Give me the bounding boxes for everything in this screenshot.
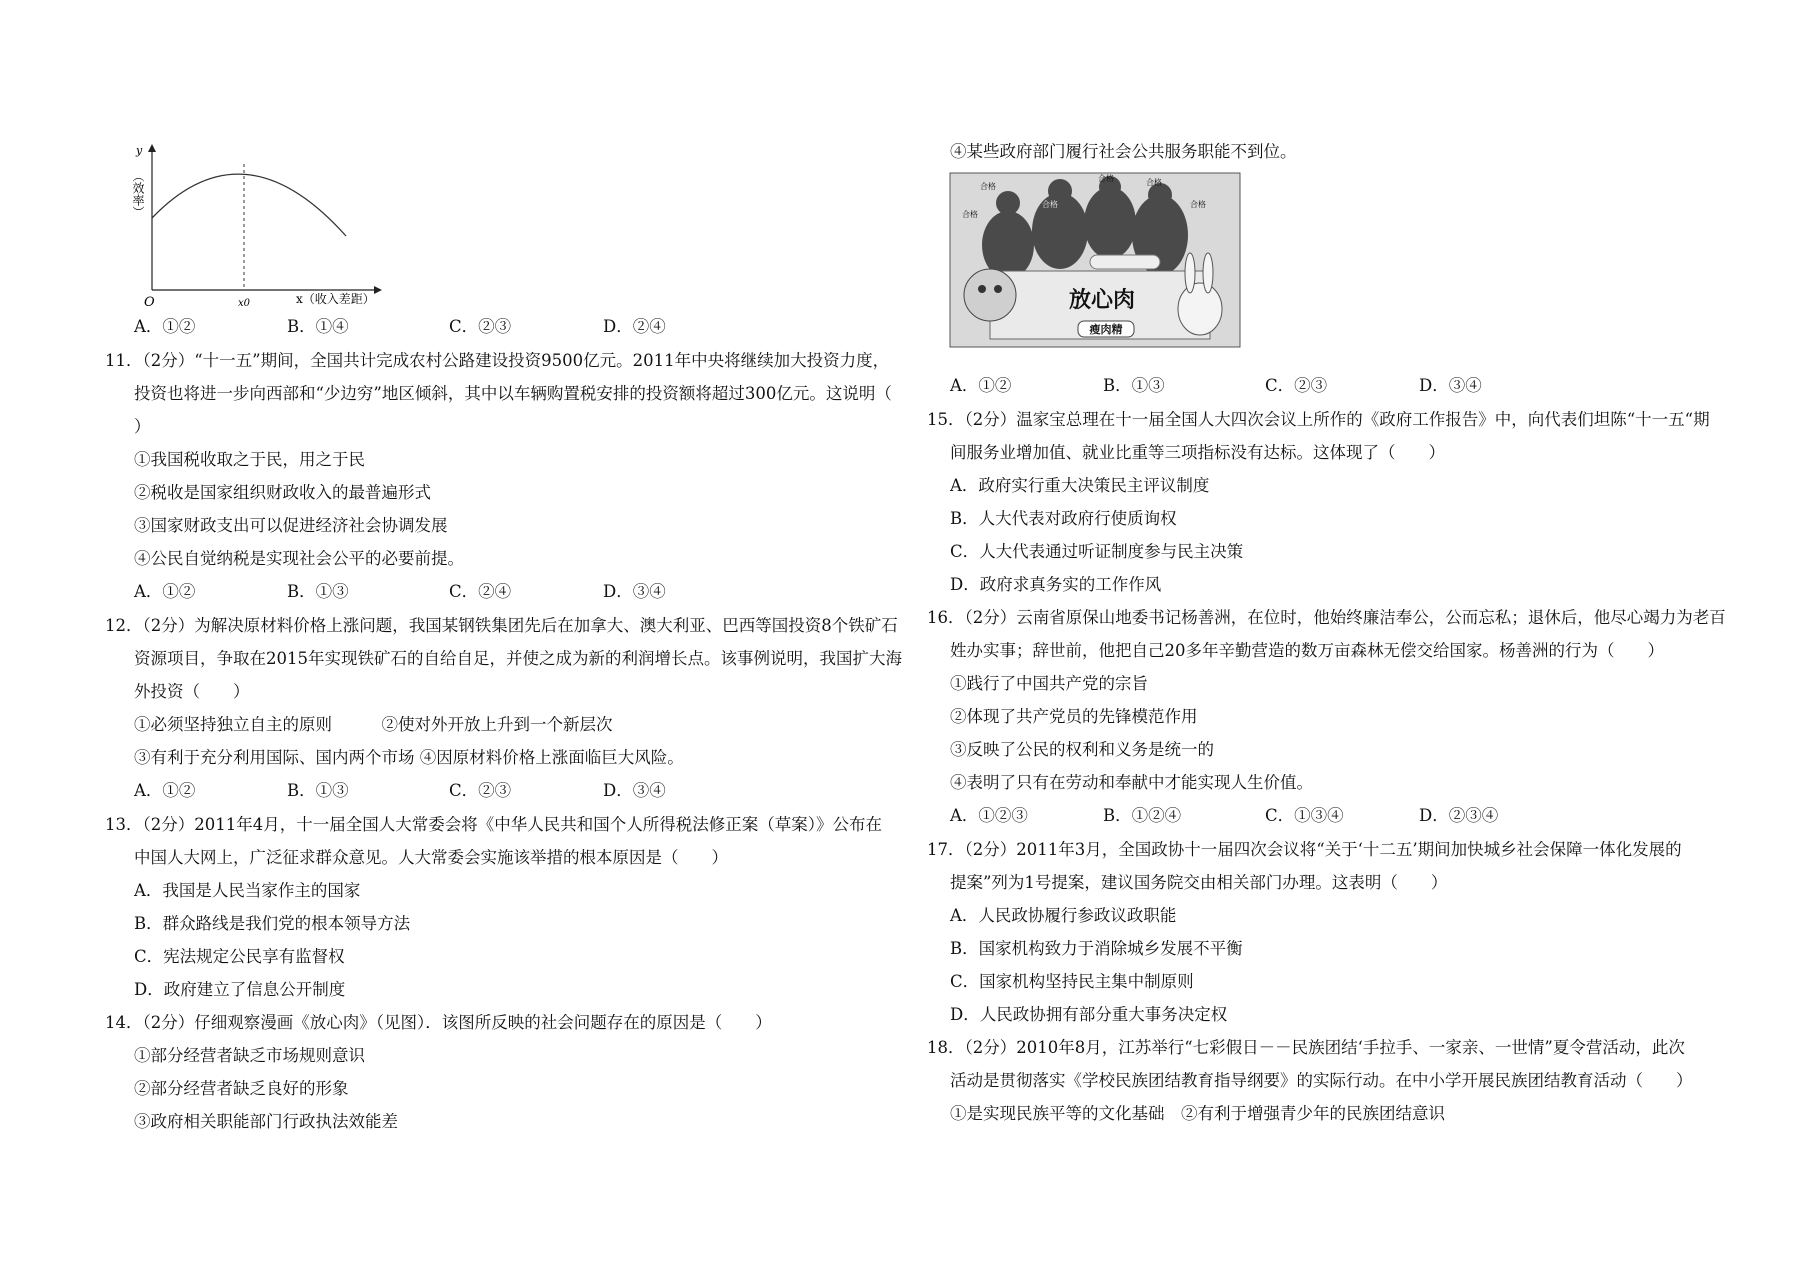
- q12-option-b[interactable]: B．①③: [287, 781, 349, 800]
- q12-item-1: ①必须坚持独立自主的原则 ②使对外开放上升到一个新层次: [134, 715, 613, 734]
- q15-choice-d[interactable]: D．政府求真务实的工作作风: [950, 575, 1162, 594]
- q15-choice-a[interactable]: A．政府实行重大决策民主评议制度: [950, 476, 1210, 495]
- cartoon-image: [950, 173, 1240, 347]
- q15-stem-line-2: 间服务业增加值、就业比重等三项指标没有达标。这体现了（ ）: [950, 443, 1445, 462]
- cartoon-tag-1: 合格: [980, 182, 996, 191]
- cartoon-tag-3: 合格: [1098, 174, 1114, 183]
- cartoon-sign: 瘦肉精: [1089, 323, 1123, 336]
- q16-stem-line-2: 姓办实事；辞世前，他把自己20多年辛勤营造的数万亩森林无偿交给国家。杨善洲的行为（ ）: [950, 641, 1664, 660]
- q11-item-4: ④公民自觉纳税是实现社会公平的必要前提。: [134, 549, 464, 568]
- q11-item-2: ②税收是国家组织财政收入的最普遍形式: [134, 483, 431, 502]
- q12-stem-line-2: 资源项目，争取在2015年实现铁矿石的自给自足，并使之成为新的利润增长点。该事例说明，我国扩大海: [134, 649, 902, 668]
- q16-option-d[interactable]: D．②③④: [1419, 806, 1499, 825]
- q11-option-c[interactable]: C．②④: [449, 582, 512, 601]
- q14-item-2: ②部分经营者缺乏良好的形象: [134, 1079, 349, 1098]
- q12-option-d[interactable]: D．③④: [603, 781, 666, 800]
- q16-option-b[interactable]: B．①②④: [1103, 806, 1182, 825]
- q16-item-1: ①践行了中国共产党的宗旨: [950, 674, 1148, 693]
- q13-choice-a[interactable]: A．我国是人民当家作主的国家: [134, 881, 361, 900]
- q17-stem-line-2: 提案”列为1号提案，建议国务院交由相关部门办理。这表明（ ）: [950, 873, 1448, 892]
- q17-choice-d[interactable]: D．人民政协拥有部分重大事务决定权: [950, 1005, 1228, 1024]
- q12-option-a[interactable]: A．①②: [134, 781, 196, 800]
- q10-option-d[interactable]: D．②④: [603, 317, 666, 336]
- cartoon-tag-5: 合格: [1190, 200, 1206, 209]
- q12-stem-line-1: 12．（2分）为解决原材料价格上涨问题，我国某钢铁集团先后在加拿大、澳大利亚、巴西等国投资8个铁矿石: [105, 616, 898, 635]
- q17-choice-b[interactable]: B．国家机构致力于消除城乡发展不平衡: [950, 939, 1243, 958]
- q16-item-4: ④表明了只有在劳动和奉献中才能实现人生价值。: [950, 773, 1313, 792]
- q13-choice-b[interactable]: B．群众路线是我们党的根本领导方法: [134, 914, 411, 933]
- graph-origin: O: [144, 295, 155, 310]
- q10-option-b[interactable]: B．①④: [287, 317, 349, 336]
- cartoon-tag-4: 合格: [1146, 178, 1162, 187]
- q12-item-2: ③有利于充分利用国际、国内两个市场 ④因原材料价格上涨面临巨大风险。: [134, 748, 684, 767]
- graph-x0: x0: [238, 298, 251, 309]
- graph-y-axis-name: [131, 170, 145, 218]
- q14-option-d[interactable]: D．③④: [1419, 376, 1482, 395]
- q18-stem-line-2: 活动是贯彻落实《学校民族团结教育指导纲要》的实际行动。在中小学开展民族团结教育活动（ ）: [950, 1071, 1693, 1090]
- q11-stem-line-3: ）: [134, 417, 151, 436]
- q14-option-c[interactable]: C．②③: [1265, 376, 1328, 395]
- q12-stem-line-3: 外投资（ ）: [134, 682, 250, 701]
- efficiency-income-graph: [131, 140, 394, 310]
- q15-choice-b[interactable]: B．人大代表对政府行使质询权: [950, 509, 1177, 528]
- q10-option-a[interactable]: A．①②: [134, 317, 196, 336]
- q16-item-3: ③反映了公民的权利和义务是统一的: [950, 740, 1214, 759]
- q16-item-2: ②体现了共产党员的先锋模范作用: [950, 707, 1198, 726]
- q11-option-a[interactable]: A．①②: [134, 582, 196, 601]
- cartoon-title: 放心肉: [1068, 287, 1136, 313]
- q18-item-1: ①是实现民族平等的文化基础 ②有利于增强青少年的民族团结意识: [950, 1104, 1445, 1123]
- graph-y-label: y: [136, 144, 143, 157]
- q13-choice-c[interactable]: C．宪法规定公民享有监督权: [134, 947, 345, 966]
- q10-option-c[interactable]: C．②③: [449, 317, 512, 336]
- q14-stem-line-1: 14．（2分）仔细观察漫画《放心肉》（见图）．该图所反映的社会问题存在的原因是（ ）: [105, 1013, 772, 1032]
- q14-option-a[interactable]: A．①②: [950, 376, 1012, 395]
- q14-item-3: ③政府相关职能部门行政执法效能差: [134, 1112, 398, 1131]
- q14-option-b[interactable]: B．①③: [1103, 376, 1165, 395]
- q15-choice-c[interactable]: C．人大代表通过听证制度参与民主决策: [950, 542, 1244, 561]
- q15-stem-line-1: 15．（2分）温家宝总理在十一届全国人大四次会议上所作的《政府工作报告》中，向代表们坦陈“十一五“期: [927, 410, 1710, 429]
- q11-option-b[interactable]: B．①③: [287, 582, 349, 601]
- q17-choice-a[interactable]: A．人民政协履行参政议政职能: [950, 906, 1177, 925]
- cartoon-tag-2: 合格: [962, 210, 978, 219]
- q18-stem-line-1: 18．（2分）2010年8月，江苏举行“七彩假日－－民族团结‘手拉手、一家亲、一世情”夏令营活动，此次: [927, 1038, 1685, 1057]
- q11-stem-line-2: 投资也将进一步向西部和“少边穷”地区倾斜，其中以车辆购置税安排的投资额将超过300亿元。这说明（: [134, 384, 892, 403]
- q17-choice-c[interactable]: C．国家机构坚持民主集中制原则: [950, 972, 1194, 991]
- q11-option-d[interactable]: D．③④: [603, 582, 666, 601]
- q12-option-c[interactable]: C．②③: [449, 781, 512, 800]
- q14-item-1: ①部分经营者缺乏市场规则意识: [134, 1046, 365, 1065]
- graph-y-axis-name-text: （效率）: [131, 170, 145, 218]
- q16-option-c[interactable]: C．①③④: [1265, 806, 1344, 825]
- q11-item-1: ①我国税收取之于民，用之于民: [134, 450, 365, 469]
- q13-stem-line-1: 13．（2分）2011年4月，十一届全国人大常委会将《中华人民共和国个人所得税法修正案（草案）》公布在: [105, 815, 882, 834]
- q11-stem-line-1: 11．（2分）“十一五”期间，全国共计完成农村公路建设投资9500亿元。2011年中央将继续加大投资力度，: [105, 351, 890, 370]
- q14-item-4: ④某些政府部门履行社会公共服务职能不到位。: [950, 142, 1297, 161]
- q16-option-a[interactable]: A．①②③: [950, 806, 1028, 825]
- q16-stem-line-1: 16．（2分）云南省原保山地委书记杨善洲，在位时，他始终廉洁奉公，公而忘私；退休后，他尽心竭力为老百: [927, 608, 1726, 627]
- q13-stem-line-2: 中国人大网上，广泛征求群众意见。人大常委会实施该举措的根本原因是（ ）: [134, 848, 728, 867]
- cartoon-tag-6: 合格: [1042, 200, 1058, 209]
- graph-x-axis-name: x（收入差距）: [296, 292, 375, 306]
- q13-choice-d[interactable]: D．政府建立了信息公开制度: [134, 980, 346, 999]
- q11-item-3: ③国家财政支出可以促进经济社会协调发展: [134, 516, 448, 535]
- q17-stem-line-1: 17．（2分）2011年3月，全国政协十一届四次会议将“关于‘十二五’期间加快城乡社会保障一体化发展的: [927, 840, 1682, 859]
